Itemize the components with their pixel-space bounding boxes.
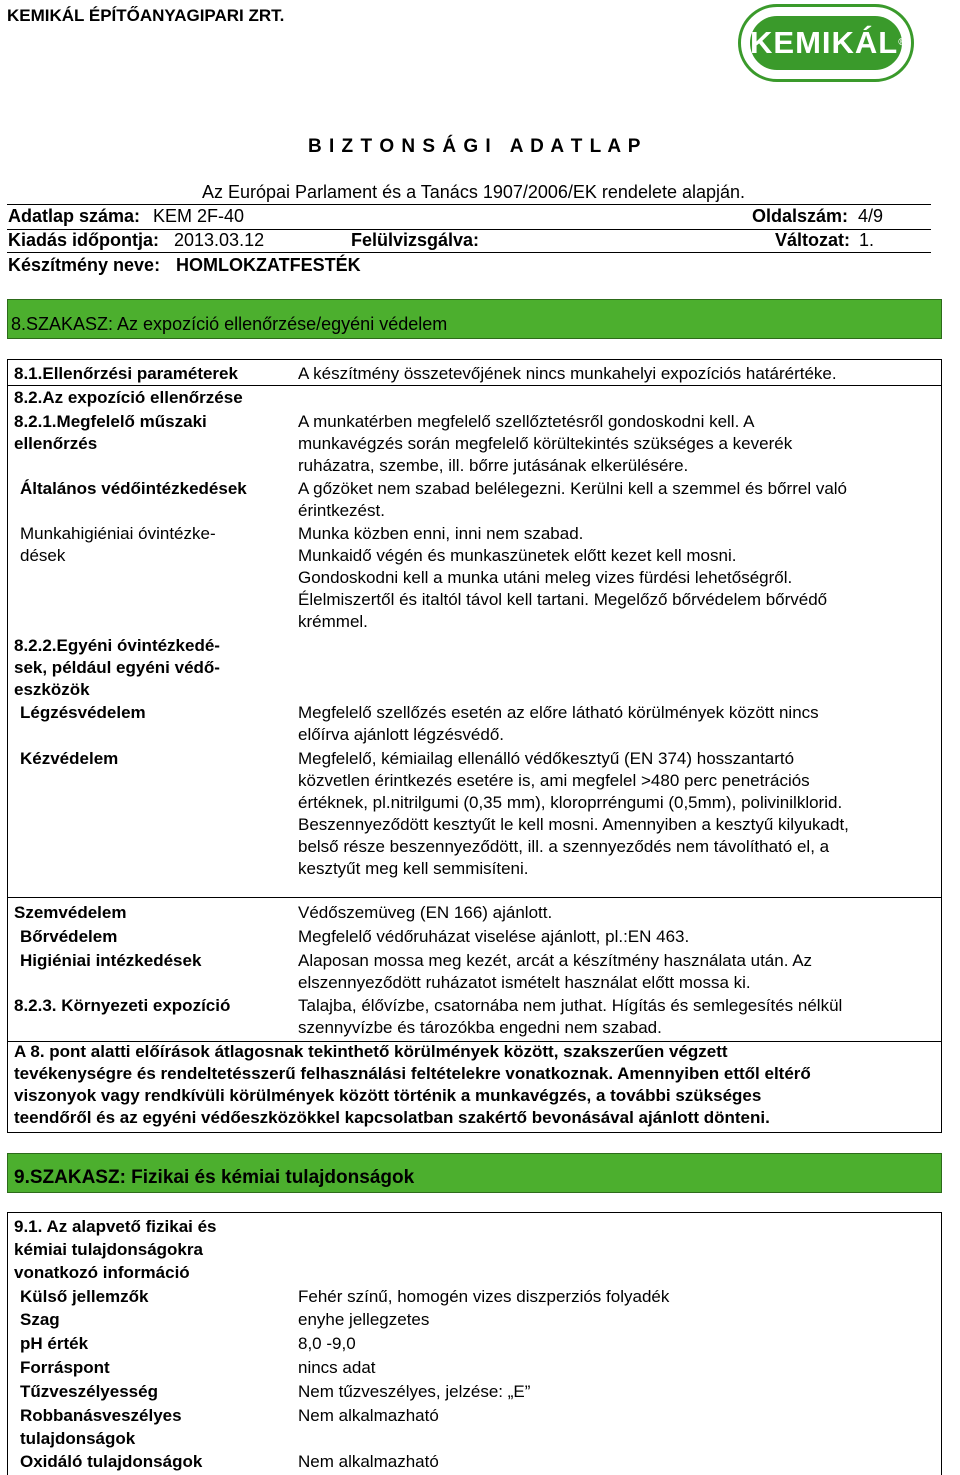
version-label: Változat: — [775, 230, 851, 250]
document-title: B I Z T O N S Á G I A D A T L A P — [308, 136, 642, 157]
regulation-line: Az Európai Parlament és a Tanács 1907/2006/EK rendelete alapján. — [202, 182, 746, 202]
hygiene-measures-text: Alaposan mossa meg kezét, arcát a készítmény használata után. Az — [298, 951, 813, 970]
header-rule — [7, 204, 931, 205]
skin-protection-text: Megfelelő védőruházat viselése ajánlott, pl.:EN 463. — [298, 927, 690, 946]
property-value-ph: 8,0 -9,0 — [298, 1334, 356, 1353]
hygiene-measures-text: elszennyeződött ruházatot ismételt használat előtt mossa ki. — [298, 973, 751, 992]
row-rule — [7, 897, 942, 898]
property-label-boiling-point: Forráspont — [20, 1358, 110, 1377]
engineering-controls-text: munkavégzés során megfelelő körültekintés szükséges a keverék — [298, 434, 793, 453]
workplace-hygiene-text: Gondoskodni kell a munka utáni meleg vizes fürdési lehetőségről. — [298, 568, 793, 587]
environmental-exposure-text: szennyvízbe és tározókba engedni nem szabad. — [298, 1018, 662, 1037]
basic-properties-label: vonatkozó információ — [14, 1263, 190, 1282]
row-rule — [7, 385, 942, 386]
hand-protection-text: közvetlen érintkezés esetére is, ami megfelel >480 perc penetrációs — [298, 771, 810, 790]
engineering-controls-label: 8.2.1.Megfelelő műszaki — [14, 412, 207, 431]
issue-date-label: Kiadás időpontja: — [8, 230, 160, 250]
workplace-hygiene-label: Munkahigiéniai óvintézke- — [20, 524, 216, 543]
general-measures-text: érintkezést. — [298, 501, 385, 520]
section-8-heading: 8.SZAKASZ: Az expozíció ellenőrzése/egyéni védelem — [11, 314, 448, 334]
property-label-explosive-cont: tulajdonságok — [20, 1429, 136, 1448]
company-name: KEMIKÁL ÉPÍTŐANYAGIPARI ZRT. — [7, 6, 285, 25]
property-label-appearance: Külső jellemzők — [20, 1287, 149, 1306]
header-rule — [7, 252, 931, 253]
property-value-flammability: Nem tűzveszélyes, jelzése: „E” — [298, 1382, 531, 1401]
logo-text: KEMIKÁL — [750, 25, 899, 60]
issue-date: 2013.03.12 — [174, 230, 265, 250]
property-value-appearance: Fehér színű, homogén vizes diszperziós folyadék — [298, 1287, 670, 1306]
hand-protection-text: értéknek, pl.nitrilgumi (0,35 mm), kloroprréngumi (0,5mm), polivinilklorid. — [298, 793, 843, 812]
personal-protection-label: 8.2.2.Egyéni óvintézkedé- — [14, 636, 220, 655]
property-label-flammability: Tűzveszélyesség — [20, 1382, 158, 1401]
product-label: Készítmény neve: — [8, 255, 161, 275]
skin-protection-label: Bőrvédelem — [20, 927, 118, 946]
review-label: Felülvizsgálva: — [351, 230, 480, 250]
sheet-number-label: Adatlap száma: — [8, 206, 141, 226]
control-parameters-text: A készítmény összetevőjének nincs munkahelyi expozíciós határértéke. — [298, 364, 837, 383]
hand-protection-label: Kézvédelem — [20, 749, 119, 768]
section-9-heading: 9.SZAKASZ: Fizikai és kémiai tulajdonságok — [14, 1167, 415, 1188]
eye-protection-label: Szemvédelem — [14, 903, 127, 922]
page-number: 4/9 — [858, 206, 884, 226]
section-8-note: teendőről és az egyéni védőeszközökkel kapcsolatban szakértő bevonásával ajánlott dönteni. — [14, 1108, 770, 1127]
property-label-odor: Szag — [20, 1310, 60, 1329]
kemikal-logo — [738, 4, 914, 82]
workplace-hygiene-text: Munkaidő végén és munkaszünetek előtt kezet kell mosni. — [298, 546, 737, 565]
eye-protection-text: Védőszemüveg (EN 166) ajánlott. — [298, 903, 553, 922]
property-value-odor: enyhe jellegzetes — [298, 1310, 430, 1329]
basic-properties-label: 9.1. Az alapvető fizikai és — [14, 1217, 217, 1236]
hand-protection-text: Megfelelő, kémiailag ellenálló védőkesztyű (EN 374) hosszantartó — [298, 749, 795, 768]
environmental-exposure-label: 8.2.3. Környezeti expozíció — [14, 996, 231, 1015]
property-value-explosive: Nem alkalmazható — [298, 1406, 439, 1425]
section-8-heading-bar — [7, 299, 942, 339]
section-8-note: tevékenységre és rendeltetésszerű felhasználási feltételekre vonatkoznak. Amennyiben ettől eltérő — [14, 1064, 811, 1083]
hand-protection-text: Beszennyeződött kesztyűt le kell mosni. Amennyiben a kesztyű kilyukadt, — [298, 815, 849, 834]
hand-protection-text: belső része beszennyeződött, ill. a szennyeződés nem távolítható el, a — [298, 837, 830, 856]
section-8-note: A 8. pont alatti előírások átlagosnak tekinthető körülmények között, szakszerűen végzett — [14, 1042, 728, 1061]
environmental-exposure-text: Talajba, élővízbe, csatornába nem juthat. Hígítás és semlegesítés nélkül — [298, 996, 843, 1015]
section-8-note: viszonyok vagy rendkívüli körülmények között történik a munkavégzés, a további szükséges — [14, 1086, 762, 1105]
workplace-hygiene-label: dések — [20, 546, 66, 565]
respiratory-protection-text: Megfelelő szellőzés esetén az előre látható körülmények között nincs — [298, 703, 819, 722]
control-parameters-label: 8.1.Ellenőrzési paraméterek — [14, 364, 238, 383]
engineering-controls-label: ellenőrzés — [14, 434, 98, 453]
property-label-oxidizing: Oxidáló tulajdonságok — [20, 1452, 203, 1471]
engineering-controls-text: ruházatra, szembe, ill. bőrre jutásának elkerülésére. — [298, 456, 689, 475]
product-name: HOMLOKZATFESTÉK — [176, 255, 361, 275]
workplace-hygiene-text: Élelmiszertől és italtól távol kell tartani. Megelőző bőrvédelem bőrvédő — [298, 590, 828, 609]
hand-protection-text: kesztyűt meg kell semmisíteni. — [298, 859, 529, 878]
personal-protection-label: eszközök — [14, 680, 90, 699]
personal-protection-label: sek, például egyéni védő- — [14, 658, 220, 677]
logo-registered-mark: ® — [898, 37, 907, 48]
general-measures-text: A gőzöket nem szabad belélegezni. Kerülni kell a szemmel és bőrrel való — [298, 479, 848, 498]
section-9-heading-bar — [7, 1153, 942, 1193]
respiratory-protection-text: előírva ajánlott légzésvédő. — [298, 725, 505, 744]
sheet-number: KEM 2F-40 — [153, 206, 245, 226]
property-value-oxidizing: Nem alkalmazható — [298, 1452, 439, 1471]
property-value-boiling-point: nincs adat — [298, 1358, 376, 1377]
workplace-hygiene-text: Munka közben enni, inni nem szabad. — [298, 524, 584, 543]
workplace-hygiene-text: krémmel. — [298, 612, 368, 631]
exposure-control-label: 8.2.Az expozíció ellenőrzése — [14, 388, 243, 407]
engineering-controls-text: A munkatérben megfelelő szellőztetésről gondoskodni kell. A — [298, 412, 755, 431]
hygiene-measures-label: Higiéniai intézkedések — [20, 951, 202, 970]
general-measures-label: Általános védőintézkedések — [20, 479, 247, 498]
property-label-ph: pH érték — [20, 1334, 89, 1353]
respiratory-protection-label: Légzésvédelem — [20, 703, 146, 722]
page-number-label: Oldalszám: — [752, 206, 849, 226]
version: 1. — [859, 230, 875, 250]
property-label-explosive: Robbanásveszélyes — [20, 1406, 182, 1425]
basic-properties-label: kémiai tulajdonságokra — [14, 1240, 203, 1259]
